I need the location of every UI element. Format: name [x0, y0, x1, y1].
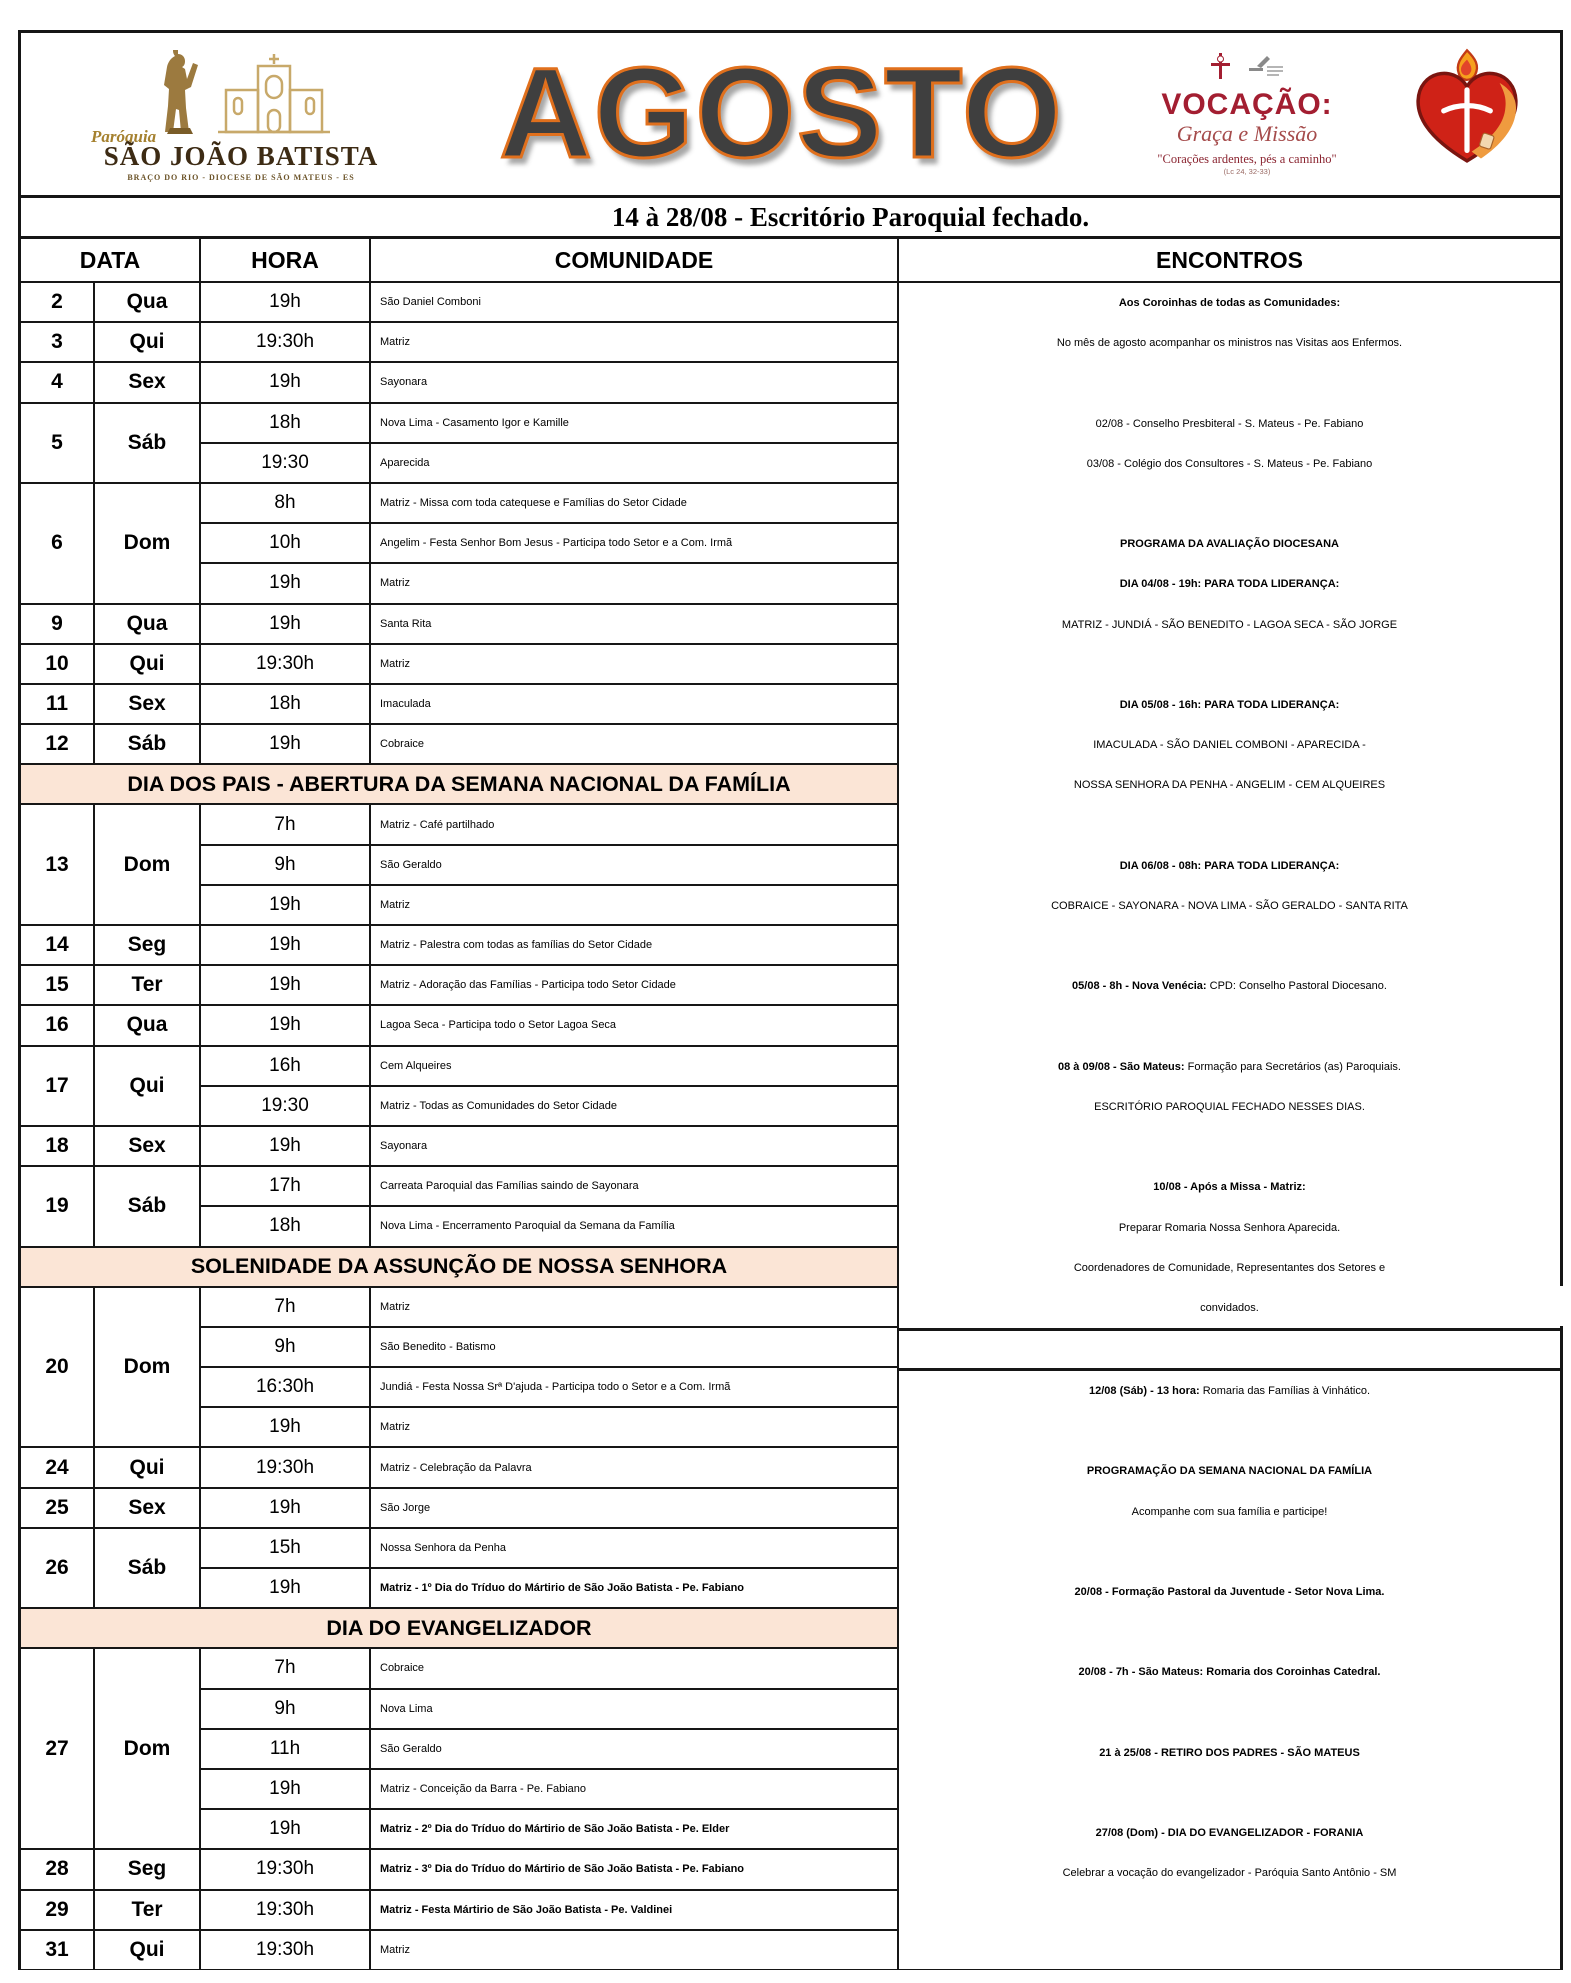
heart-flame-cross-icon — [1408, 48, 1526, 181]
weekday-cell: Sex — [95, 685, 199, 723]
encontros-line: 27/08 (Dom) - DIA DO EVANGELIZADOR - FORANIA — [1095, 1827, 1364, 1840]
day-cell: 10 — [21, 645, 93, 683]
day-cell: 2 — [21, 283, 93, 321]
comunidade-cell: Matriz - Festa Mártirio de São João Batista - Pe. Valdinei — [371, 1891, 897, 1929]
hora-cell: 9h — [201, 1328, 369, 1366]
encontros-line: No mês de agosto acompanhar os ministros nas Visitas aos Enfermos. — [1056, 337, 1403, 350]
comunidade-cell: Nova Lima - Encerramento Paroquial da Semana da Família — [371, 1207, 897, 1245]
comunidade-cell: Angelim - Festa Senhor Bom Jesus - Participa todo Setor e a Com. Irmã — [371, 524, 897, 562]
comunidade-cell: São Jorge — [371, 1489, 897, 1527]
hora-cell: 19h — [201, 1127, 369, 1165]
vocation-reference: (Lc 24, 32-33) — [1223, 167, 1271, 177]
baptist-statue-icon — [148, 50, 210, 141]
hora-cell: 18h — [201, 685, 369, 723]
comunidade-cell: Imaculada — [371, 685, 897, 723]
day-cell: 27 — [21, 1649, 93, 1848]
hora-cell: 7h — [201, 805, 369, 843]
day-cell: 20 — [21, 1288, 93, 1447]
comunidade-cell: Matriz - 1º Dia do Tríduo do Mártirio de São João Batista - Pe. Fabiano — [371, 1569, 897, 1607]
weekday-cell: Sáb — [95, 404, 199, 482]
encontros-line: COBRAICE - SAYONARA - NOVA LIMA - SÃO GERALDO - SANTA RITA — [1051, 900, 1408, 912]
encontros-line: 08 à 09/08 - São Mateus: Formação para Secretários (as) Paroquiais. — [1058, 1060, 1401, 1073]
frame-border-gap — [1560, 1286, 1563, 1326]
hora-cell: 19h — [201, 1569, 369, 1607]
month-title: AGOSTO — [499, 42, 1064, 185]
hora-cell: 18h — [201, 1207, 369, 1245]
encontros-line: Coordenadores de Comunidade, Representantes dos Setores e — [1073, 1261, 1386, 1274]
comunidade-cell: São Geraldo — [371, 1730, 897, 1768]
encontros-line: 10/08 - Após a Missa - Matriz: — [1153, 1181, 1306, 1194]
column-header-data: DATA — [21, 239, 199, 281]
vocation-quote: "Corações ardentes, pés a caminho" — [1157, 152, 1337, 167]
encontros-line: IMACULADA - SÃO DANIEL COMBONI - APARECIDA - — [1093, 739, 1366, 752]
schedule-table — [21, 239, 1560, 1967]
day-cell: 31 — [21, 1931, 93, 1969]
comunidade-cell: Matriz — [371, 1288, 897, 1326]
encontros-line: Aos Coroinhas de todas as Comunidades: — [1118, 297, 1341, 309]
hora-cell: 11h — [201, 1730, 369, 1768]
weekday-cell: Sáb — [95, 725, 199, 763]
day-cell: 28 — [21, 1850, 93, 1888]
weekday-cell: Sex — [95, 363, 199, 401]
comunidade-cell: Matriz - Celebração da Palavra — [371, 1448, 897, 1486]
comunidade-cell: São Geraldo — [371, 846, 897, 884]
weekday-cell: Qui — [95, 323, 199, 361]
comunidade-cell: Sayonara — [371, 1127, 897, 1165]
red-cross-emblem-icon — [1209, 52, 1231, 85]
hora-cell: 16:30h — [201, 1368, 369, 1406]
weekday-cell: Dom — [95, 1288, 199, 1447]
hora-cell: 9h — [201, 1690, 369, 1728]
encontros-line: DIA 05/08 - 16h: PARA TODA LIDERANÇA: — [1119, 699, 1340, 711]
hora-cell: 19h — [201, 283, 369, 321]
weekday-cell: Qua — [95, 1006, 199, 1044]
encontros-line: 21 à 25/08 - RETIRO DOS PADRES - SÃO MATEUS — [1099, 1746, 1360, 1759]
weekday-cell: Dom — [95, 1649, 199, 1848]
day-cell: 13 — [21, 805, 93, 924]
hora-cell: 16h — [201, 1047, 369, 1085]
hora-cell: 19h — [201, 1408, 369, 1446]
encontros-line: 05/08 - 8h - Nova Venécia: CPD: Conselho Pastoral Diocesano. — [1072, 980, 1387, 993]
encontros-line: DIA 04/08 - 19h: PARA TODA LIDERANÇA: — [1119, 578, 1340, 591]
hora-cell: 18h — [201, 404, 369, 442]
comunidade-cell: Santa Rita — [371, 605, 897, 643]
vocation-title: VOCAÇÃO: — [1161, 87, 1333, 121]
header-band — [21, 33, 1560, 198]
day-cell: 4 — [21, 363, 93, 401]
encontros-line: PROGRAMAÇÃO DA SEMANA NACIONAL DA FAMÍLIA — [1086, 1465, 1373, 1478]
day-cell: 5 — [21, 404, 93, 482]
weekday-cell: Qui — [95, 1931, 199, 1969]
vocation-logo — [1102, 52, 1392, 176]
encontros-line: convidados. — [1200, 1302, 1259, 1314]
weekday-cell: Seg — [95, 1850, 199, 1888]
comunidade-cell: Sayonara — [371, 363, 897, 401]
encontros-line: Celebrar a vocação do evangelizador - Paróquia Santo Antônio - SM — [1062, 1867, 1397, 1880]
hora-cell: 19:30h — [201, 323, 369, 361]
weekday-cell: Qui — [95, 1448, 199, 1486]
weekday-cell: Dom — [95, 484, 199, 603]
comunidade-cell: Nova Lima - Casamento Igor e Kamille — [371, 404, 897, 442]
encontros-line: 02/08 - Conselho Presbiteral - S. Mateus - Pe. Fabiano — [1095, 417, 1364, 430]
weekday-cell: Qui — [95, 645, 199, 683]
comunidade-cell: Cobraice — [371, 725, 897, 763]
comunidade-cell: Matriz — [371, 1931, 897, 1969]
vocation-subtitle: Graça e Missão — [1176, 121, 1318, 147]
comunidade-cell: Matriz - Adoração das Famílias - Participa todo Setor Cidade — [371, 966, 897, 1004]
hora-cell: 19:30 — [201, 444, 369, 482]
hora-cell: 10h — [201, 524, 369, 562]
page-frame — [18, 30, 1563, 1970]
comunidade-cell: São Daniel Comboni — [371, 283, 897, 321]
day-cell: 14 — [21, 926, 93, 964]
hora-cell: 19h — [201, 886, 369, 924]
day-cell: 6 — [21, 484, 93, 603]
day-cell: 11 — [21, 685, 93, 723]
hora-cell: 19:30h — [201, 645, 369, 683]
encontros-line: MATRIZ - JUNDIÁ - SÃO BENEDITO - LAGOA SECA - SÃO JORGE — [1061, 618, 1398, 631]
comunidade-cell: Matriz - Missa com toda catequese e Famílias do Setor Cidade — [371, 484, 897, 522]
weekday-cell: Seg — [95, 926, 199, 964]
comunidade-cell: Matriz - Palestra com todas as famílias do Setor Cidade — [371, 926, 897, 964]
comunidade-cell: Matriz — [371, 645, 897, 683]
encontros-line: 20/08 - 7h - São Mateus: Romaria dos Coroinhas Catedral. — [1078, 1666, 1381, 1679]
encontros-line: Acompanhe com sua família e participe! — [1131, 1505, 1328, 1518]
encontros-line: 20/08 - Formação Pastoral da Juventude - Setor Nova Lima. — [1074, 1586, 1385, 1598]
hora-cell: 19h — [201, 966, 369, 1004]
notice-text: 14 à 28/08 - Escritório Paroquial fechado. — [611, 201, 1090, 232]
weekday-cell: Sáb — [95, 1167, 199, 1245]
hora-cell: 19h — [201, 725, 369, 763]
day-cell: 25 — [21, 1489, 93, 1527]
comunidade-cell: Matriz — [371, 564, 897, 602]
comunidade-cell: São Benedito - Batismo — [371, 1328, 897, 1366]
hora-cell: 19h — [201, 1810, 369, 1848]
day-cell: 15 — [21, 966, 93, 1004]
comunidade-cell: Nossa Senhora da Penha — [371, 1529, 897, 1567]
weekday-cell: Qua — [95, 283, 199, 321]
parish-logo — [21, 47, 461, 182]
banner-row: DIA DOS PAIS - ABERTURA DA SEMANA NACIONAL DA FAMÍLIA — [21, 765, 897, 803]
day-cell: 17 — [21, 1047, 93, 1125]
encontros-box-2 — [899, 1368, 1560, 1969]
hora-cell: 15h — [201, 1529, 369, 1567]
hora-cell: 19h — [201, 1489, 369, 1527]
cnbb-emblem-icon — [1245, 54, 1285, 85]
comunidade-cell: Aparecida — [371, 444, 897, 482]
day-cell: 18 — [21, 1127, 93, 1165]
encontros-line: 12/08 (Sáb) - 13 hora: Romaria das Famílias à Vinhático. — [1088, 1385, 1371, 1397]
comunidade-cell: Matriz - Café partilhado — [371, 805, 897, 843]
comunidade-cell: Jundiá - Festa Nossa Srª D'ajuda - Participa todo o Setor e a Com. Irmã — [371, 1368, 897, 1406]
weekday-cell: Sex — [95, 1127, 199, 1165]
encontros-line: Preparar Romaria Nossa Senhora Aparecida. — [1118, 1221, 1341, 1234]
day-cell: 29 — [21, 1891, 93, 1929]
notice-row — [21, 198, 1560, 239]
comunidade-cell: Matriz — [371, 886, 897, 924]
encontros-line: ESCRITÓRIO PAROQUIAL FECHADO NESSES DIAS. — [1094, 1101, 1365, 1113]
comunidade-cell: Matriz - 2º Dia do Tríduo do Mártirio de São João Batista - Pe. Elder — [371, 1810, 897, 1848]
comunidade-cell: Matriz - Todas as Comunidades do Setor Cidade — [371, 1087, 897, 1125]
encontros-line: 03/08 - Colégio dos Consultores - S. Mateus - Pe. Fabiano — [1086, 457, 1373, 470]
hora-cell: 7h — [201, 1649, 369, 1687]
day-cell: 19 — [21, 1167, 93, 1245]
weekday-cell: Sáb — [95, 1529, 199, 1607]
hora-cell: 19:30h — [201, 1850, 369, 1888]
hora-cell: 19h — [201, 605, 369, 643]
hora-cell: 19:30h — [201, 1931, 369, 1969]
encontros-line: NOSSA SENHORA DA PENHA - ANGELIM - CEM ALQUEIRES — [1073, 779, 1386, 792]
hora-cell: 19:30h — [201, 1891, 369, 1929]
comunidade-cell: Matriz - Conceição da Barra - Pe. Fabiano — [371, 1770, 897, 1808]
hora-cell: 8h — [201, 484, 369, 522]
day-cell: 24 — [21, 1448, 93, 1486]
sacred-heart-logo — [1392, 48, 1542, 181]
encontros-line: PROGRAMA DA AVALIAÇÃO DIOCESANA — [1120, 538, 1339, 551]
parish-name: SÃO JOÃO BATISTA — [103, 140, 379, 171]
hora-cell: 7h — [201, 1288, 369, 1326]
day-cell: 26 — [21, 1529, 93, 1607]
parish-subtitle: BRAÇO DO RIO - DIOCESE DE SÃO MATEUS - ES — [127, 172, 355, 182]
comunidade-cell: Matriz — [371, 1408, 897, 1446]
hora-cell: 19h — [201, 363, 369, 401]
parish-logo-art — [148, 53, 334, 141]
encontros-panel — [899, 283, 1560, 1969]
hora-cell: 17h — [201, 1167, 369, 1205]
hora-cell: 19h — [201, 1006, 369, 1044]
day-cell: 3 — [21, 323, 93, 361]
hora-cell: 19h — [201, 1770, 369, 1808]
hora-cell: 19:30h — [201, 1448, 369, 1486]
hora-cell: 19:30 — [201, 1087, 369, 1125]
weekday-cell: Ter — [95, 1891, 199, 1929]
hora-cell: 9h — [201, 846, 369, 884]
comunidade-cell: Carreata Paroquial das Famílias saindo de Sayonara — [371, 1167, 897, 1205]
weekday-cell: Qua — [95, 605, 199, 643]
encontros-box-1 — [899, 283, 1560, 1331]
day-cell: 9 — [21, 605, 93, 643]
banner-row: SOLENIDADE DA ASSUNÇÃO DE NOSSA SENHORA — [21, 1248, 897, 1286]
hora-cell: 19h — [201, 564, 369, 602]
column-header-comunidade: COMUNIDADE — [371, 239, 897, 281]
hora-cell: 19h — [201, 926, 369, 964]
comunidade-cell: Cem Alqueires — [371, 1047, 897, 1085]
comunidade-cell: Matriz - 3º Dia do Tríduo do Mártirio de São João Batista - Pe. Fabiano — [371, 1850, 897, 1888]
column-header-encontros: ENCONTROS — [899, 239, 1560, 281]
vocation-mini-logos — [1209, 52, 1285, 85]
weekday-cell: Dom — [95, 805, 199, 924]
comunidade-cell: Lagoa Seca - Participa todo o Setor Lagoa Seca — [371, 1006, 897, 1044]
comunidade-cell: Cobraice — [371, 1649, 897, 1687]
encontros-line: DIA 06/08 - 08h: PARA TODA LIDERANÇA: — [1119, 859, 1340, 872]
day-cell: 12 — [21, 725, 93, 763]
church-icon — [214, 52, 334, 141]
parish-script-line: Paróquia — [91, 126, 157, 146]
comunidade-cell: Matriz — [371, 323, 897, 361]
weekday-cell: Sex — [95, 1489, 199, 1527]
banner-row: DIA DO EVANGELIZADOR — [21, 1609, 897, 1647]
column-header-hora: HORA — [201, 239, 369, 281]
day-cell: 16 — [21, 1006, 93, 1044]
comunidade-cell: Nova Lima — [371, 1690, 897, 1728]
weekday-cell: Qui — [95, 1047, 199, 1125]
weekday-cell: Ter — [95, 966, 199, 1004]
